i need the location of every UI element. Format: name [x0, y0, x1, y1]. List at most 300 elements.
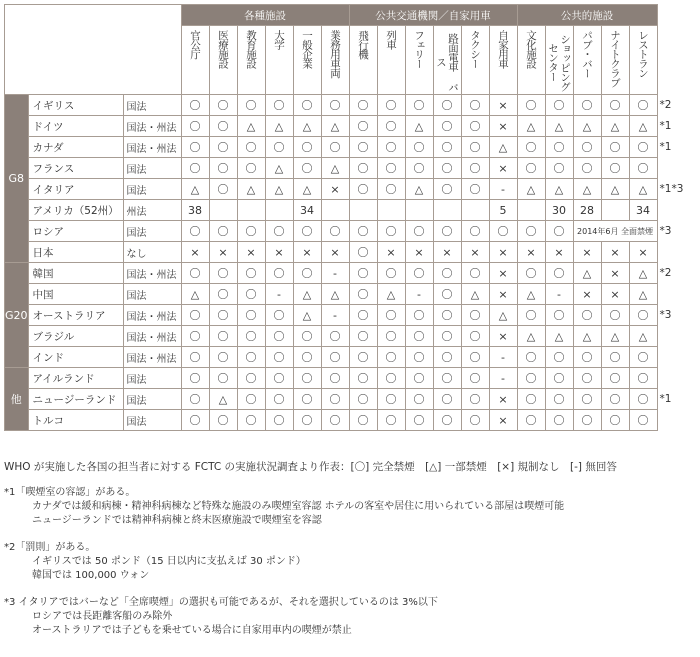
status-cell: 〇 [629, 305, 657, 326]
status-cell: 〇 [405, 389, 433, 410]
status-cell [405, 200, 433, 221]
status-cell: 〇 [405, 368, 433, 389]
footnote-head: *2「罰則」がある。 [4, 542, 96, 553]
column-header-label: フェリー [413, 30, 426, 68]
status-cell: 〇 [517, 221, 545, 242]
status-cell: 〇 [237, 368, 265, 389]
status-cell: 34 [629, 200, 657, 221]
status-cell: 〇 [377, 95, 405, 116]
status-cell: 〇 [601, 389, 629, 410]
status-cell: 〇 [405, 221, 433, 242]
law-type: 州法 [123, 200, 181, 221]
status-cell: × [489, 284, 517, 305]
status-cell: 〇 [349, 347, 377, 368]
status-cell: 〇 [629, 389, 657, 410]
status-cell: 〇 [433, 179, 461, 200]
group-header-transport: 公共交通機関／自家用車 [349, 5, 517, 26]
status-cell: 〇 [573, 137, 601, 158]
footnotes [4, 486, 564, 651]
status-cell: 〇 [545, 347, 573, 368]
status-cell: 〇 [349, 242, 377, 263]
status-cell: 〇 [545, 158, 573, 179]
status-cell: 〇 [265, 347, 293, 368]
country-name: トルコ [28, 410, 123, 431]
country-name: 韓国 [28, 263, 123, 284]
status-cell: 〇 [265, 410, 293, 431]
status-cell: 〇 [349, 158, 377, 179]
footnote-ref [657, 326, 685, 347]
status-cell: 〇 [321, 368, 349, 389]
table-row [5, 347, 686, 368]
status-cell: × [237, 242, 265, 263]
law-type: 国法 [123, 158, 181, 179]
status-cell: 〇 [293, 95, 321, 116]
status-cell [601, 200, 629, 221]
status-cell: △ [573, 116, 601, 137]
status-cell: × [601, 284, 629, 305]
status-cell: 〇 [433, 326, 461, 347]
group-label-g8: G8 [5, 95, 29, 263]
status-cell: △ [293, 284, 321, 305]
status-cell: 〇 [377, 326, 405, 347]
status-cell: 〇 [405, 263, 433, 284]
table-row [5, 179, 686, 200]
status-cell: △ [545, 179, 573, 200]
status-cell: △ [293, 179, 321, 200]
status-cell: 〇 [573, 410, 601, 431]
status-cell: 〇 [433, 137, 461, 158]
column-header-label: 自家用車 [497, 30, 510, 68]
status-cell: 〇 [629, 95, 657, 116]
column-header-label: パブ・バー [581, 30, 594, 78]
status-cell: 〇 [209, 410, 237, 431]
status-cell: 〇 [377, 263, 405, 284]
footnote-2 [4, 541, 564, 583]
table-row [5, 263, 686, 284]
column-header [517, 26, 545, 95]
status-cell: 〇 [181, 368, 209, 389]
status-cell: 〇 [517, 263, 545, 284]
footnote-ref [657, 368, 685, 389]
column-header [545, 26, 573, 95]
status-cell: 〇 [461, 368, 489, 389]
status-cell: △ [517, 179, 545, 200]
status-cell: 〇 [461, 137, 489, 158]
status-cell: 〇 [265, 95, 293, 116]
status-cell: 〇 [321, 221, 349, 242]
status-cell [349, 200, 377, 221]
status-cell: 〇 [377, 221, 405, 242]
status-cell: 〇 [209, 221, 237, 242]
status-cell: 〇 [433, 95, 461, 116]
status-cell: 〇 [181, 347, 209, 368]
column-header [321, 26, 349, 95]
status-cell: △ [629, 179, 657, 200]
status-cell: × [489, 158, 517, 179]
column-header-label: 医療施設 [217, 30, 230, 68]
status-cell [209, 200, 237, 221]
status-cell: 〇 [349, 179, 377, 200]
country-name: イギリス [28, 95, 123, 116]
law-type: 国法 [123, 284, 181, 305]
status-cell: 〇 [237, 326, 265, 347]
status-cell: 〇 [181, 389, 209, 410]
column-header [209, 26, 237, 95]
column-header [377, 26, 405, 95]
table-row [5, 389, 686, 410]
status-cell: 〇 [405, 158, 433, 179]
status-cell: 〇 [545, 221, 573, 242]
group-header-facilities: 各種施設 [181, 5, 349, 26]
status-cell: 〇 [517, 410, 545, 431]
status-cell: 〇 [405, 95, 433, 116]
status-cell: 〇 [321, 347, 349, 368]
status-cell: 〇 [405, 326, 433, 347]
status-cell: 〇 [349, 284, 377, 305]
footnote-line: ロシアでは長距離客船のみ除外 [32, 611, 173, 622]
status-cell: - [545, 284, 573, 305]
status-cell: × [489, 95, 517, 116]
footnote-ref: *2 [659, 99, 672, 111]
status-cell: 〇 [293, 368, 321, 389]
status-cell: 〇 [237, 137, 265, 158]
status-cell: 〇 [209, 116, 237, 137]
status-cell: × [377, 242, 405, 263]
status-cell: 〇 [181, 95, 209, 116]
status-cell: 〇 [573, 368, 601, 389]
status-cell: 〇 [433, 116, 461, 137]
status-cell: 〇 [265, 221, 293, 242]
law-type: 国法 [123, 221, 181, 242]
status-cell: 〇 [293, 263, 321, 284]
group-header-public: 公共的施設 [517, 5, 657, 26]
status-cell: 〇 [433, 305, 461, 326]
country-name: 中国 [28, 284, 123, 305]
status-cell: 〇 [209, 263, 237, 284]
status-cell: 〇 [237, 284, 265, 305]
country-name: カナダ [28, 137, 123, 158]
status-cell [237, 200, 265, 221]
law-type: なし [123, 242, 181, 263]
status-cell: 〇 [349, 116, 377, 137]
status-cell: 〇 [517, 158, 545, 179]
status-cell: - [489, 347, 517, 368]
status-cell: 〇 [545, 95, 573, 116]
table-row [5, 326, 686, 347]
footnote-ref [657, 200, 685, 221]
law-type: 国法 [123, 95, 181, 116]
status-cell: 〇 [461, 326, 489, 347]
status-cell: 〇 [321, 326, 349, 347]
column-header-label: 官公庁 [189, 30, 202, 59]
status-cell: 〇 [601, 410, 629, 431]
status-cell: 〇 [349, 95, 377, 116]
status-cell: 〇 [461, 263, 489, 284]
status-cell: 〇 [265, 368, 293, 389]
column-header-label: 教育施設 [245, 30, 258, 68]
status-cell: △ [573, 263, 601, 284]
status-cell: 〇 [321, 95, 349, 116]
column-header-label: タクシー [469, 30, 482, 68]
law-type: 国法 [123, 368, 181, 389]
column-header [629, 26, 657, 95]
status-cell: 〇 [349, 368, 377, 389]
status-cell: 〇 [517, 137, 545, 158]
status-cell: △ [573, 326, 601, 347]
status-cell: 〇 [601, 137, 629, 158]
column-header [405, 26, 433, 95]
table-row [5, 200, 686, 221]
status-cell: 〇 [405, 347, 433, 368]
table-row [5, 410, 686, 431]
status-cell: × [265, 242, 293, 263]
status-cell: 28 [573, 200, 601, 221]
status-cell: △ [237, 179, 265, 200]
status-cell: 38 [181, 200, 209, 221]
status-cell: 〇 [377, 305, 405, 326]
status-cell: 〇 [629, 347, 657, 368]
status-cell: 〇 [209, 158, 237, 179]
status-cell: 〇 [461, 389, 489, 410]
country-name: イタリア [28, 179, 123, 200]
status-cell: 〇 [573, 347, 601, 368]
status-cell: △ [321, 284, 349, 305]
status-cell: 〇 [545, 368, 573, 389]
country-name: ブラジル [28, 326, 123, 347]
footnote-ref: *3 [659, 225, 672, 237]
status-cell: △ [601, 326, 629, 347]
status-cell: × [601, 242, 629, 263]
status-cell: 〇 [265, 389, 293, 410]
status-cell: - [405, 284, 433, 305]
country-name: オーストラリア [28, 305, 123, 326]
table-row [5, 305, 686, 326]
status-cell: 〇 [461, 116, 489, 137]
status-cell [433, 200, 461, 221]
legend: WHO が実施した各国の担当者に対する FCTC の実施状況調査より作表：[〇] 完全禁煙 [△] 一部禁煙 [×] 規制なし [-] 無回答 [4, 461, 617, 473]
status-cell: 〇 [349, 305, 377, 326]
status-cell: 〇 [433, 284, 461, 305]
status-cell [265, 200, 293, 221]
status-cell [377, 200, 405, 221]
status-cell: 〇 [349, 137, 377, 158]
status-cell: 〇 [405, 305, 433, 326]
footnote-ref [657, 410, 685, 431]
status-cell: 〇 [433, 389, 461, 410]
status-cell: 〇 [209, 305, 237, 326]
status-cell: 〇 [237, 263, 265, 284]
status-cell: × [489, 263, 517, 284]
smoking-regulation-table [4, 4, 685, 431]
status-cell: 〇 [545, 389, 573, 410]
status-cell: △ [629, 284, 657, 305]
status-cell: × [209, 242, 237, 263]
table-row [5, 95, 686, 116]
status-cell: 〇 [517, 389, 545, 410]
status-cell: △ [545, 116, 573, 137]
law-type: 国法 [123, 179, 181, 200]
status-cell: 〇 [601, 158, 629, 179]
footnote-ref: *3 [659, 309, 672, 321]
country-name: アメリカ（52州） [28, 200, 123, 221]
status-cell: 〇 [293, 410, 321, 431]
status-cell: 〇 [573, 305, 601, 326]
status-cell: 〇 [181, 263, 209, 284]
footnote-ref: *1 [659, 120, 672, 132]
status-cell: 〇 [601, 95, 629, 116]
status-cell: 〇 [517, 347, 545, 368]
law-type: 国法・州法 [123, 326, 181, 347]
status-cell: 〇 [433, 410, 461, 431]
table-row [5, 158, 686, 179]
status-cell: 〇 [349, 389, 377, 410]
status-cell: △ [265, 116, 293, 137]
table-row [5, 284, 686, 305]
column-header-label: ナイトクラブ [609, 30, 622, 87]
status-cell: 〇 [293, 326, 321, 347]
law-type: 国法 [123, 410, 181, 431]
status-cell: 〇 [517, 95, 545, 116]
status-cell: × [181, 242, 209, 263]
status-cell: △ [265, 179, 293, 200]
country-name: ドイツ [28, 116, 123, 137]
column-header-label: 業務用車両 [329, 30, 342, 78]
status-cell: 〇 [209, 137, 237, 158]
status-cell: 〇 [461, 410, 489, 431]
status-cell: - [321, 263, 349, 284]
status-cell: × [489, 389, 517, 410]
status-cell: △ [209, 389, 237, 410]
status-cell: △ [321, 116, 349, 137]
law-type: 国法・州法 [123, 116, 181, 137]
status-cell [461, 200, 489, 221]
status-cell: 〇 [181, 326, 209, 347]
footnote-ref: *1 [659, 393, 672, 405]
status-cell: 〇 [377, 410, 405, 431]
status-cell: △ [601, 179, 629, 200]
column-header [433, 26, 461, 95]
status-cell: × [321, 179, 349, 200]
status-cell: 〇 [545, 137, 573, 158]
status-cell: 〇 [181, 305, 209, 326]
footnote-line: オーストラリアでは子どもを乗せている場合に自家用車内の喫煙が禁止 [32, 625, 352, 636]
status-cell: 〇 [321, 410, 349, 431]
status-cell: △ [405, 179, 433, 200]
status-cell: 〇 [293, 137, 321, 158]
status-cell: 〇 [461, 305, 489, 326]
group-label-g20: G20 [5, 263, 29, 368]
column-header [489, 26, 517, 95]
table-row [5, 368, 686, 389]
status-cell: 〇 [237, 347, 265, 368]
status-cell: 〇 [349, 326, 377, 347]
status-cell: 〇 [293, 347, 321, 368]
status-cell: 〇 [209, 368, 237, 389]
status-cell: 〇 [265, 263, 293, 284]
status-cell: 〇 [181, 158, 209, 179]
status-cell: 〇 [573, 95, 601, 116]
table-row [5, 116, 686, 137]
status-cell: 〇 [433, 221, 461, 242]
status-cell: × [545, 242, 573, 263]
footnote-line: イギリスでは 50 ポンド（15 日以内に支払えば 30 ポンド） [32, 556, 306, 567]
column-header [181, 26, 209, 95]
status-cell: 〇 [209, 179, 237, 200]
status-cell: 〇 [573, 389, 601, 410]
status-cell: 〇 [377, 116, 405, 137]
footnote-ref [657, 158, 685, 179]
footnote-ref [657, 284, 685, 305]
footnote-ref [657, 242, 685, 263]
status-cell: 〇 [293, 389, 321, 410]
column-header-label: 一般企業 [301, 30, 314, 68]
status-cell: 〇 [321, 389, 349, 410]
status-cell: 〇 [377, 347, 405, 368]
status-cell: 〇 [545, 410, 573, 431]
table-row [5, 242, 686, 263]
footnote-ref: *1 [659, 141, 672, 153]
status-cell: 〇 [629, 410, 657, 431]
table-row [5, 221, 686, 242]
note-column-spacer [657, 5, 685, 95]
status-cell: × [405, 242, 433, 263]
status-cell: 〇 [237, 221, 265, 242]
status-cell: △ [377, 284, 405, 305]
status-cell: × [489, 242, 517, 263]
status-cell: 〇 [377, 179, 405, 200]
status-cell: 〇 [181, 137, 209, 158]
status-cell: 〇 [629, 368, 657, 389]
status-cell: 〇 [517, 305, 545, 326]
status-cell: △ [517, 284, 545, 305]
status-cell: 〇 [433, 347, 461, 368]
country-name: 日本 [28, 242, 123, 263]
status-cell: △ [573, 179, 601, 200]
status-cell: 〇 [517, 368, 545, 389]
status-cell [321, 200, 349, 221]
status-cell [517, 200, 545, 221]
column-header [601, 26, 629, 95]
country-name: ニュージーランド [28, 389, 123, 410]
status-cell: 〇 [209, 326, 237, 347]
country-name: アイルランド [28, 368, 123, 389]
column-header [349, 26, 377, 95]
status-cell: 30 [545, 200, 573, 221]
column-header [573, 26, 601, 95]
status-cell: 〇 [237, 158, 265, 179]
column-header-label: レストラン [637, 30, 650, 78]
status-cell: 〇 [321, 137, 349, 158]
status-cell: × [461, 242, 489, 263]
status-cell: 〇 [601, 305, 629, 326]
status-cell: 〇 [237, 389, 265, 410]
status-cell: △ [629, 116, 657, 137]
status-cell: 〇 [461, 179, 489, 200]
status-cell: △ [517, 326, 545, 347]
status-cell: 〇 [181, 116, 209, 137]
status-cell: 34 [293, 200, 321, 221]
status-cell: 〇 [237, 410, 265, 431]
status-cell: 〇 [461, 347, 489, 368]
column-header [461, 26, 489, 95]
status-cell: △ [517, 116, 545, 137]
status-cell: △ [265, 158, 293, 179]
status-cell: △ [489, 305, 517, 326]
table-row [5, 137, 686, 158]
status-cell: 〇 [377, 158, 405, 179]
column-header-label: 路面電車 バス [435, 32, 460, 92]
status-cell: 5 [489, 200, 517, 221]
